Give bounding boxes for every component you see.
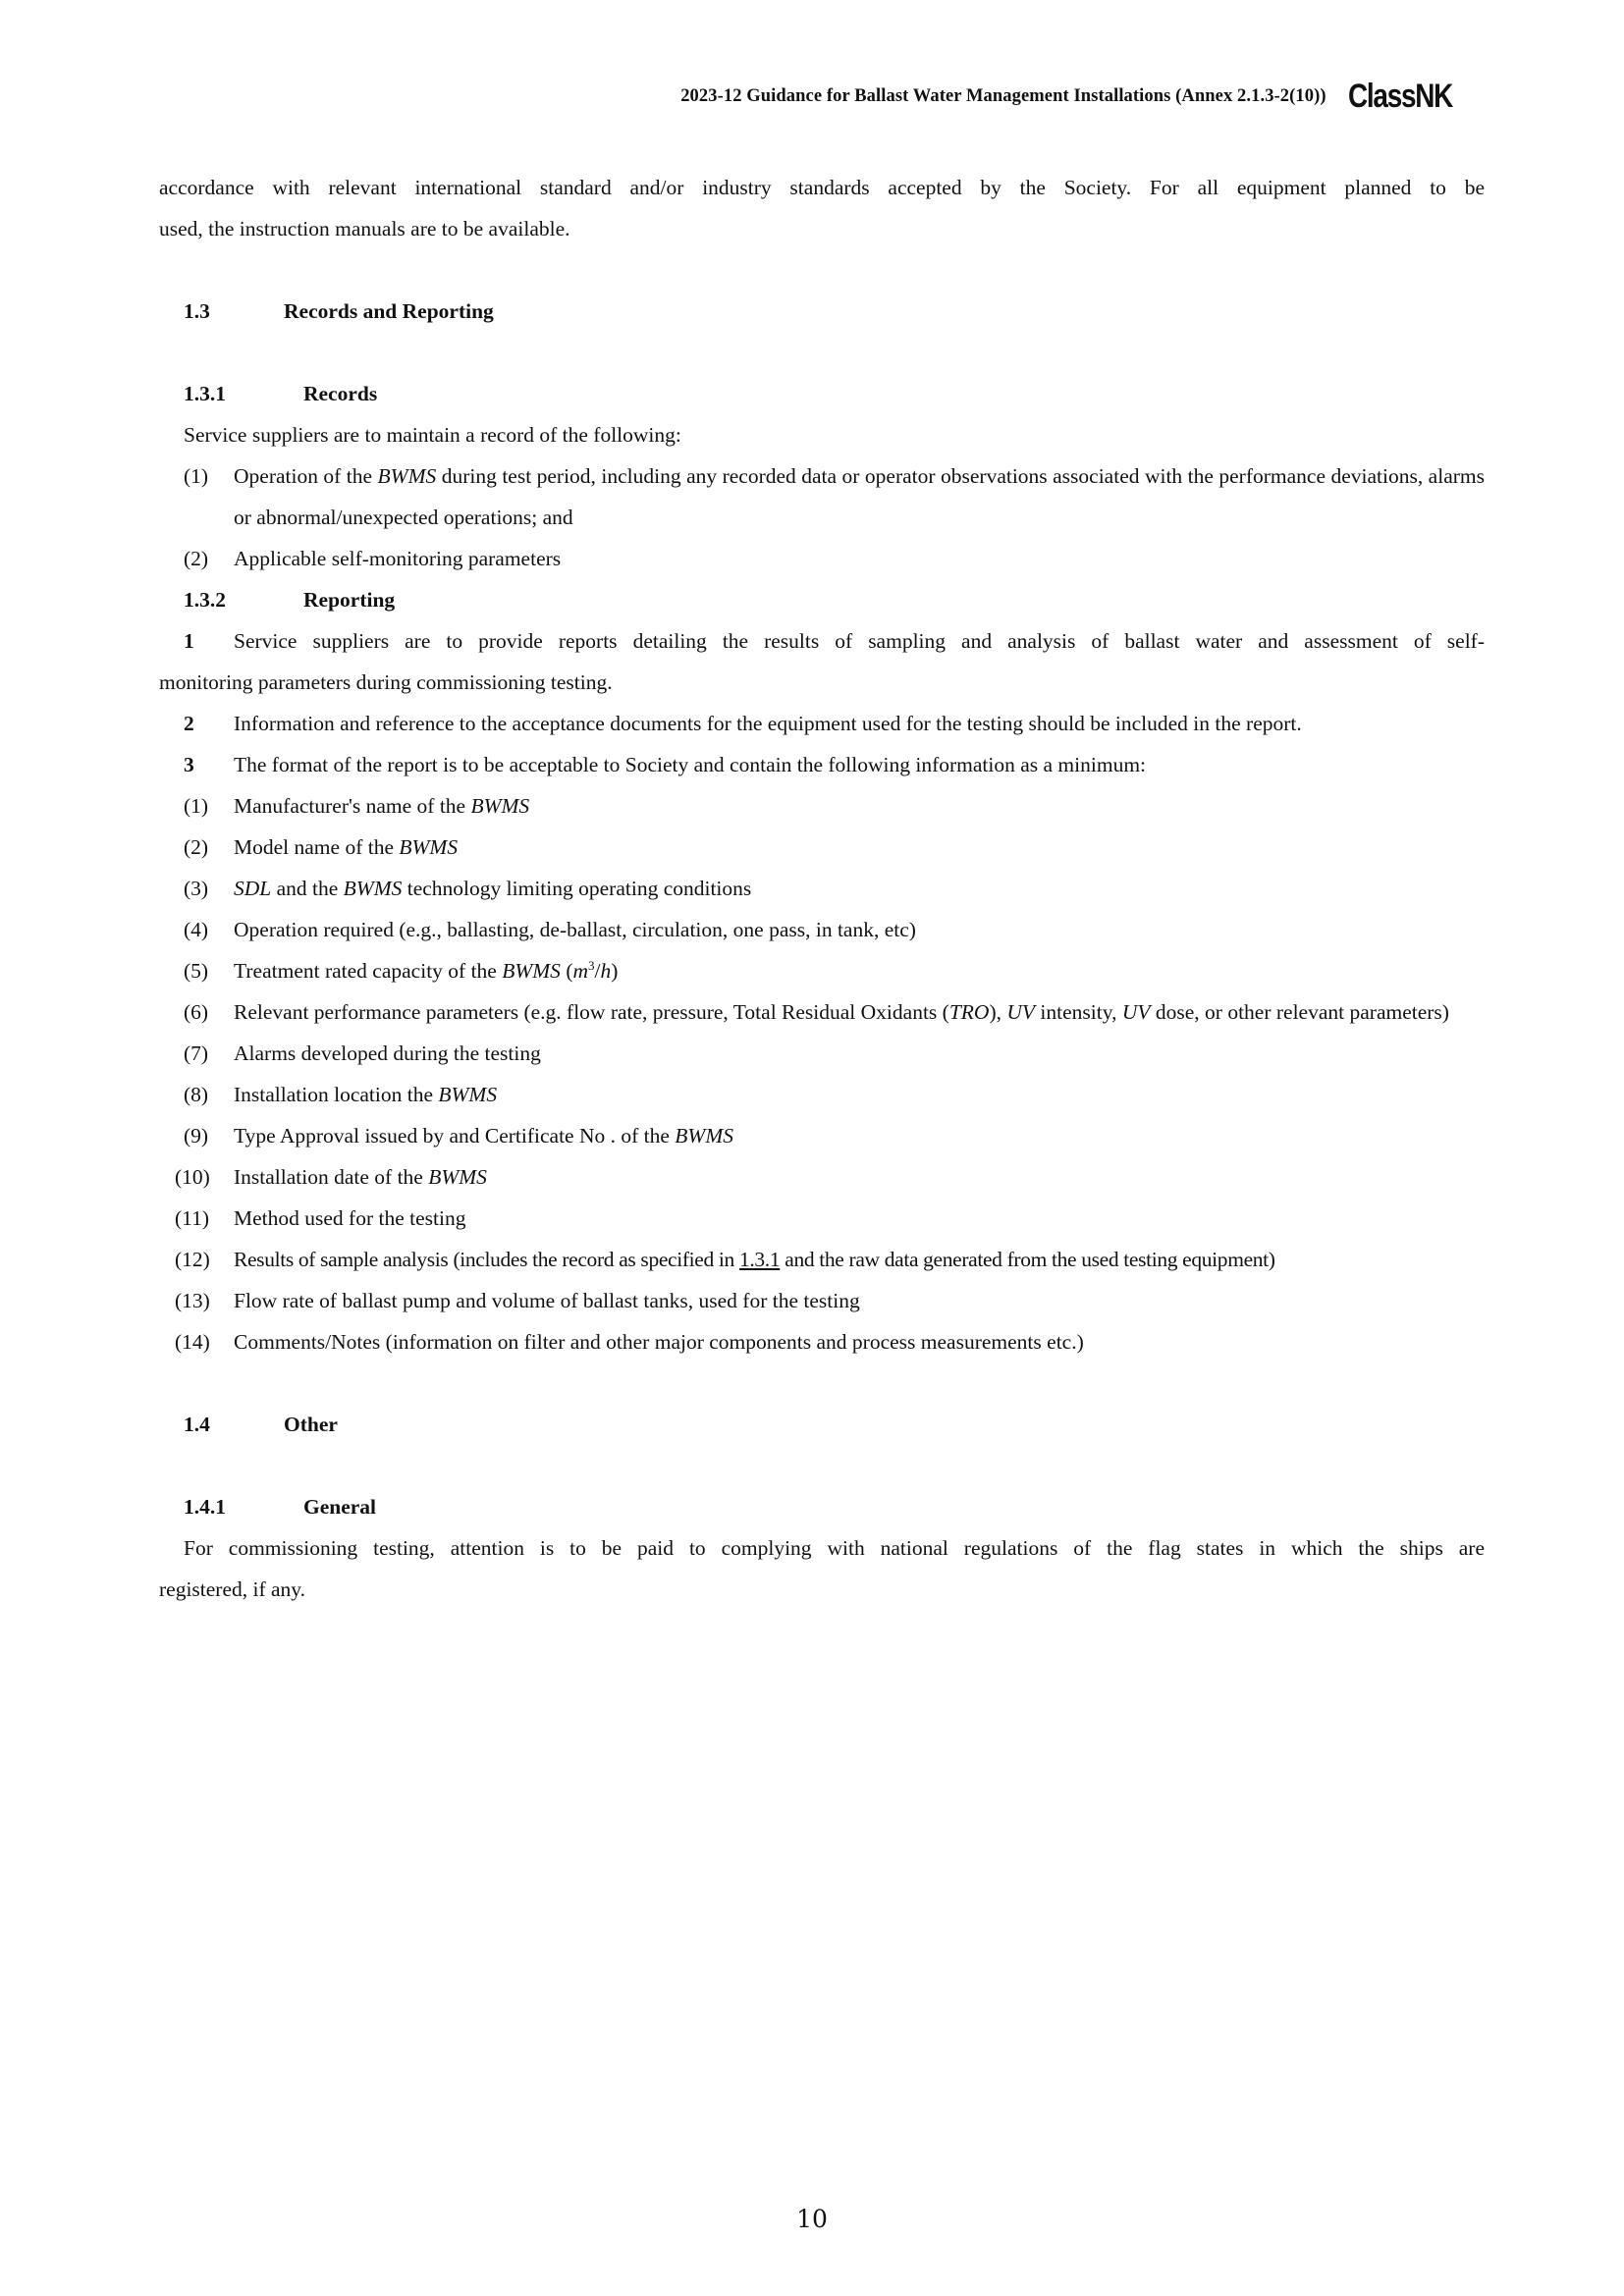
section-heading-1-3 [159, 291, 1485, 332]
list-item: (4) Operation required (e.g., ballasting, de-ballast, circulation, one pass, in tank, etc) [184, 918, 916, 941]
subsection-heading-1-3-2 [159, 579, 1485, 620]
general-line-2: registered, if any. [159, 1577, 306, 1601]
reporting-paragraph-1: 1 Service suppliers are to provide reports detailing the results of sampling and analysis of ballast water and assessment of self- [184, 629, 1485, 653]
page-header [680, 77, 1475, 116]
list-item: (1) Operation of the BWMS during test period, including any recorded data or operator observations associated with the performance deviations, alarms or abnormal/unexpected operations; and [184, 464, 1485, 529]
subsection-title: General [303, 1495, 377, 1519]
section-number: 1.4 [184, 1413, 210, 1436]
list-item: (7) Alarms developed during the testing [184, 1041, 541, 1065]
subsection-heading-1-3-1 [159, 373, 1485, 414]
section-title: Other [284, 1413, 338, 1436]
list-item: (2) Applicable self-monitoring parameters [184, 547, 562, 570]
list-item: (1) Manufacturer's name of the BWMS [184, 794, 530, 818]
header-title: 2023-12 Guidance for Ballast Water Management Installations (Annex 2.1.3-2(10)) [680, 85, 1326, 106]
classnk-logo: ClassNK [1347, 77, 1452, 115]
subsection-title: Records [303, 382, 378, 405]
reporting-paragraph-2: 2 Information and reference to the acceptance documents for the equipment used for the testing should be included in the report. [184, 712, 1302, 735]
list-item: (3) SDL and the BWMS technology limiting operating conditions [184, 877, 752, 900]
records-intro: Service suppliers are to maintain a record of the following: [184, 423, 681, 447]
list-item: (9) Type Approval issued by and Certificate No . of the BWMS [184, 1124, 733, 1148]
intro-line-2: used, the instruction manuals are to be available. [159, 217, 570, 240]
list-item: (13) Flow rate of ballast pump and volume of ballast tanks, used for the testing [175, 1289, 860, 1312]
page-number: 10 [796, 2205, 828, 2233]
subsection-number: 1.3.2 [184, 588, 226, 612]
subsection-number: 1.4.1 [184, 1495, 226, 1519]
subsection-title: Reporting [303, 588, 396, 612]
list-item: (11) Method used for the testing [175, 1206, 466, 1230]
general-line-1: For commissioning testing, attention is to be paid to complying with national regulations of the flag states in which the ships are [184, 1536, 1485, 1560]
list-item: (2) Model name of the BWMS [184, 835, 459, 859]
section-heading-1-4 [159, 1404, 1485, 1445]
reporting-paragraph-3: 3 The format of the report is to be acceptable to Society and contain the following information as a minimum: [184, 753, 1147, 776]
list-item: (8) Installation location the BWMS [184, 1083, 498, 1106]
section-title: Records and Reporting [284, 299, 494, 323]
section-number: 1.3 [184, 299, 210, 323]
subsection-heading-1-4-1 [159, 1486, 1485, 1527]
list-item: (6) Relevant performance parameters (e.g. flow rate, pressure, Total Residual Oxidants (TRO), UV intensity, UV dose, or other relevant parameters) [184, 1000, 1449, 1024]
cross-reference-link[interactable]: 1.3.1 [738, 1248, 781, 1271]
intro-line-1: accordance with relevant international standard and/or industry standards accepted by the Society. For all equipment planned to be [159, 176, 1485, 199]
list-item: (5) Treatment rated capacity of the BWMS $(m^3/h)$ [184, 957, 619, 983]
reporting-paragraph-1-cont: monitoring parameters during commissioning testing. [159, 670, 613, 694]
document-body [159, 167, 1485, 1610]
subsection-number: 1.3.1 [184, 382, 226, 405]
list-item: (12) Results of sample analysis (includes the record as specified in 1.3.1 and the raw data generated from the used testing equipment) [175, 1248, 1275, 1271]
list-item: (14) Comments/Notes (information on filter and other major components and process measurements etc.) [175, 1330, 1084, 1354]
list-item: (10) Installation date of the BWMS [175, 1165, 487, 1189]
